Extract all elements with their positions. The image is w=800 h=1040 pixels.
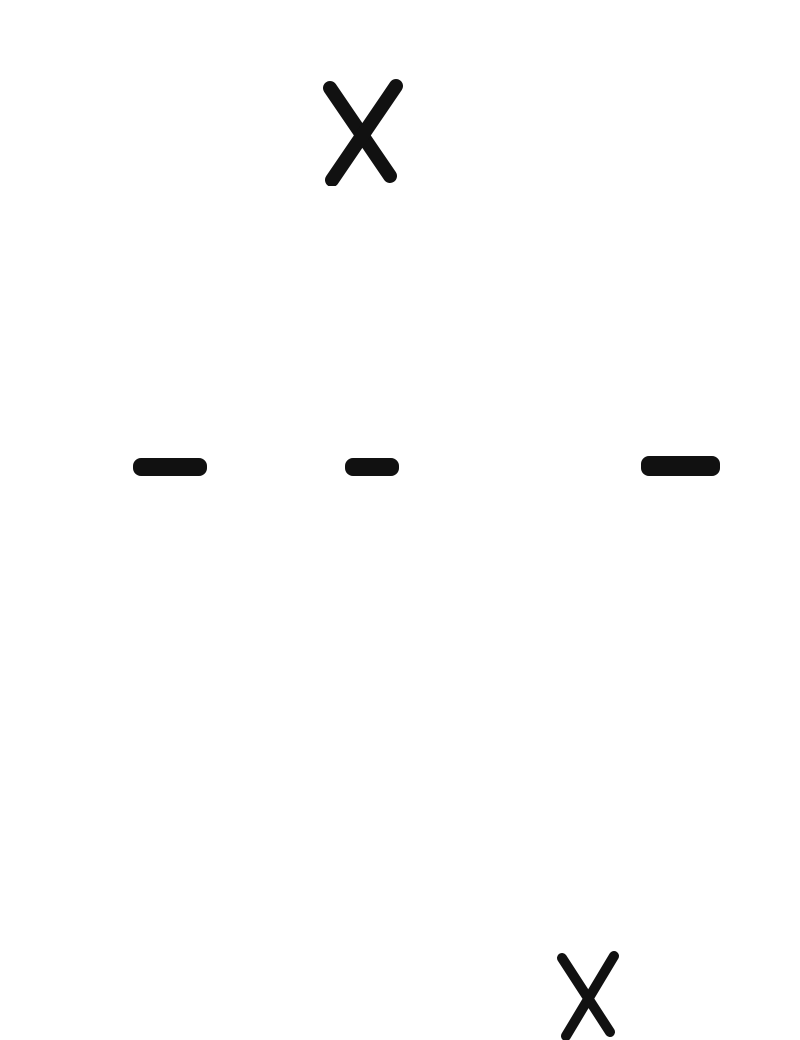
redaction-box	[133, 458, 207, 476]
header-confidential-stamp	[282, 128, 472, 184]
footer-x-mark-icon	[548, 950, 628, 1040]
footer-confidential-stamp	[510, 965, 680, 1015]
redaction-box	[345, 458, 399, 476]
redaction-box	[641, 456, 720, 476]
header-x-mark-icon	[312, 76, 412, 186]
